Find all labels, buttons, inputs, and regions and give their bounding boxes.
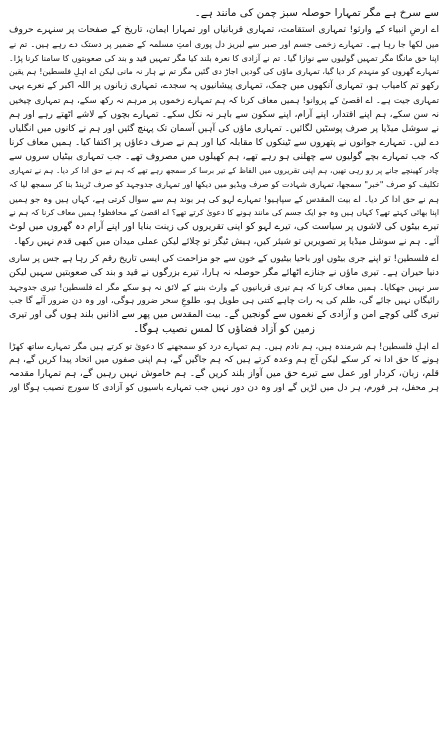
text-line: اے فلسطین! تو اپنے جری بیٹوں اور باحیا بیٹیوں کے خون سے جو مزاحمت کی ایسی تاریخ رقم کر رہا ہے جس پر ساری	[9, 253, 439, 264]
text-line: نہ سن سکے، ہم اپنے اقتدار، اپنے آرام، اپنے سکون سے باہر نہ نکل سکے۔ تمہارے بچوں کے لاشے اٹھتے رہے اور ہم	[9, 109, 439, 120]
text-line: دے لیں۔ تمہارے جوانوں نے پتھروں سے ٹینکوں کا مقابلہ کیا اور ہم نے صرف دعاؤں پر اکتفا کیا۔ ہمیں معاف کرنا	[9, 136, 439, 148]
paragraph	[9, 252, 439, 337]
text-line: قلم، زبان، کردار اور عمل سے تیرے حق میں آواز بلند کریں گے۔ ہم خاموش نہیں رہیں گے، ہم تمہارا مقدمہ	[9, 368, 439, 380]
text-line: اے اہلِ فلسطین! ہم شرمندہ ہیں، ہم نادم ہیں۔ ہم تمہارے درد کو سمجھنے کا دعویٰ تو کرتے ہیں مگر تمہارے ساتھ کھڑا	[9, 341, 439, 352]
text-line: کہ جب تمہارے بچے گولیوں سے چھلنی ہو رہے تھے، ہم کھیلوں میں مصروف تھے۔ جب تمہاری بیٹیاں سروں سے	[9, 150, 439, 162]
text-line: ہم نے حق ادا کر دیا۔ اے بیت المقدس کے سپاہیو! تمہارے لہو کی ہر بوند ہم سے سوال کرتی ہے، کہاں ہیں وہ جو ہمیں	[9, 194, 439, 205]
text-line: آئے۔ ہم نے سوشل میڈیا پر تصویریں تو شیئر کیں، ہیش ٹیگز تو چلائے لیکن عملی میدان میں کبھی قدم نہیں رکھا۔	[13, 236, 439, 247]
paragraph	[9, 23, 439, 249]
text-line: زمین کو آزاد فضاؤں کا لمس نصیب ہوگا۔	[133, 323, 315, 336]
text-line: تمہاری جیت ہے۔ اے اقصیٰ کے پروانو! ہمیں معاف کرنا کہ ہم تمہارے زخموں پر مرہم نہ رکھ سکے، ہم تمہاری چیخیں	[9, 95, 439, 106]
text-line: تیرے بیٹوں کی لاشوں پر سیاست کی، تیرے لہو کو اپنی تقریروں کی زینت بنایا اور اپنے آرام دہ گھروں میں لوٹ	[9, 221, 439, 233]
text-line: ہونے کا حق ادا نہ کر سکے لیکن آج ہم وعدہ کرتے ہیں کہ ہم جاگیں گے، ہم اپنی صفوں میں اتحاد پیدا کریں گے، ہم	[9, 355, 439, 366]
text-line: رائیگاں نہیں جائے گی، ظلم کی یہ رات چاہے کتنی ہی طویل ہو، طلوعِ سحر ضرور ہوگی، اور وہ دن ضرور آئے گا جب	[9, 295, 439, 306]
text-line: اپنا بھائی کہتے تھے؟ کہاں ہیں وہ جو ایک جسم کی مانند ہونے کا دعویٰ کرتے تھے؟ اے اقصیٰ کے محافظو! ہمیں معاف کرنا کہ ہم نے	[9, 208, 439, 218]
text-line: سے سرخ ہے مگر تمہارا حوصلہ سبز چمن کی مانند ہے۔	[194, 7, 439, 19]
text-line: دنیا حیران ہے۔ تیری ماؤں نے جنازے اٹھائے مگر حوصلہ نہ ہارا، تیرے بزرگوں نے قید و بند کی صعوبتیں سہیں لیکن	[9, 266, 439, 278]
paragraph	[9, 6, 439, 20]
text-line: تیری گلی کوچے امن و آزادی کے نغموں سے گونجیں گے۔ بیت المقدس میں پھر سے اذانیں بلند ہوں گی اور تیری	[9, 308, 439, 320]
paragraph	[9, 339, 439, 395]
text-line: اے ارضِ انبیاء کے وارثو! تمہاری استقامت، تمہاری قربانیاں اور تمہارا ایمان، تاریخ کے صفحات پر سنہرے حروف	[9, 24, 439, 36]
text-line: ہر محفل، ہر فورم، ہر دل میں لڑیں گے اور وہ دن دور نہیں جب تمہارے باسیوں کو آزادی کا سورج نصیب ہوگا اور	[9, 383, 439, 394]
text-line: تکلیف کو صرف "خبر" سمجھا، تمہاری شہادت کو صرف ویڈیو میں دیکھا اور تمہاری جدوجہد کو صرف ٹرینڈ بنا کر سمجھ لیا کہ	[9, 180, 439, 190]
text-line: تمہارے گھروں کو منہدم کر دیا گیا، تمہاری ماؤں کی گودیں اجاڑ دی گئیں مگر تم نے ہار نہ مانی لیکن اے اہلِ فلسطین! ہم یقین	[9, 67, 439, 77]
text-line: سر نہیں جھکایا۔ ہمیں معاف کرنا کہ ہم تیری قربانیوں کے وارث بننے کے لائق نہ ہو سکے مگر اے فلسطین! تیری جدوجہد	[9, 281, 439, 292]
text-line: میں لکھا جا رہا ہے۔ تمہارے زخمی جسم اور صبر سے لبریز دل پوری امتِ مسلمہ کے ضمیر پر دستک دے رہے ہیں۔ تم نے	[9, 39, 439, 50]
text-line: رکھو تم کامیاب ہو، تمہاری آنکھوں میں چمک، تمہاری پیشانیوں پہ سجدے، تمہاری زبانوں پر اللہ اکبر کے نعرے یہی	[9, 81, 439, 92]
text-line: اپنا حق مانگا مگر تمہیں گولیوں سے نوازا گیا۔ تم نے آزادی کا نعرہ بلند کیا مگر تمہیں قید و بند کی صعوبتوں کا سامنا کرنا پڑا۔	[9, 53, 439, 64]
text-line: چادر کھینچے جانے پر رو رہی تھیں، ہم اپنی تقریروں میں الفاظ کے تیر برسا کر سمجھ رہے تھے کہ ہم نے حق ادا کر دیا۔ ہم نے تمہاری	[9, 166, 439, 176]
text-line: نے سوشل میڈیا پر صرف پوسٹیں لگائیں۔ تمہاری ماؤں کی آہیں آسمان تک پہنچ گئیں اور ہم نے کانوں میں انگلیاں	[9, 123, 439, 134]
